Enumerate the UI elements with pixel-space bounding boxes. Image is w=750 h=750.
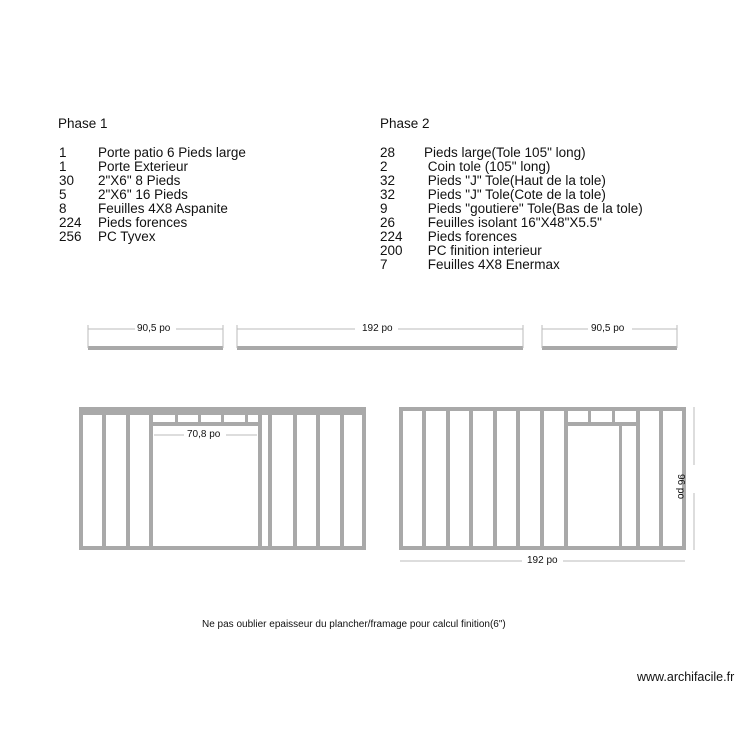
phase1-title: Phase 1 bbox=[58, 116, 108, 131]
item-qty: 28 bbox=[380, 145, 396, 160]
note-text: Ne pas oublier epaisseur du plancher/framage pour calcul finition(6") bbox=[202, 619, 506, 630]
stud bbox=[564, 407, 568, 550]
item-qty: 26 bbox=[380, 215, 396, 230]
item-description: 2"X6" 16 Pieds bbox=[98, 187, 188, 202]
cripple-stud bbox=[612, 411, 615, 423]
stud bbox=[636, 407, 640, 550]
stud bbox=[79, 407, 83, 550]
dim-right-wall: 90,5 po bbox=[591, 323, 625, 334]
stud bbox=[126, 407, 130, 550]
cripple-stud bbox=[588, 411, 591, 423]
stud bbox=[268, 407, 272, 550]
item-qty: 9 bbox=[380, 201, 388, 216]
item-qty: 30 bbox=[59, 173, 75, 188]
item-description: Feuilles 4X8 Enermax bbox=[424, 257, 560, 272]
dim-door-width: 70,8 po bbox=[187, 429, 221, 440]
item-description: PC finition interieur bbox=[424, 243, 542, 258]
wall-phase1-framing bbox=[79, 407, 366, 550]
dimension-lines bbox=[88, 325, 694, 561]
stud bbox=[516, 407, 520, 550]
item-description: Pieds large(Tole 105" long) bbox=[424, 145, 586, 160]
item-description: Pieds forences bbox=[424, 229, 518, 244]
item-qty: 256 bbox=[59, 229, 82, 244]
phase2-title: Phase 2 bbox=[380, 116, 430, 131]
jack-stud bbox=[619, 426, 622, 546]
item-qty: 7 bbox=[380, 257, 388, 272]
stud bbox=[399, 407, 403, 550]
item-description: 2"X6" 8 Pieds bbox=[98, 173, 181, 188]
stud bbox=[293, 407, 297, 550]
watermark: www.archifacile.fr bbox=[637, 670, 735, 684]
stud bbox=[316, 407, 320, 550]
dim-middle-wall: 192 po bbox=[362, 323, 393, 334]
stud bbox=[446, 407, 450, 550]
wall-bar-right bbox=[542, 346, 677, 350]
cripple-stud bbox=[175, 415, 178, 423]
stud bbox=[149, 407, 153, 550]
item-qty: 200 bbox=[380, 243, 403, 258]
item-description: Pieds "goutiere" Tole(Bas de la tole) bbox=[424, 201, 643, 216]
door-header bbox=[564, 422, 640, 426]
item-qty: 224 bbox=[380, 229, 403, 244]
cripple-stud bbox=[245, 415, 248, 423]
item-description: PC Tyvex bbox=[98, 229, 156, 244]
dim-wall-height: 96 po bbox=[675, 474, 686, 500]
item-description: Porte Exterieur bbox=[98, 159, 189, 174]
door-header bbox=[153, 422, 258, 426]
stud bbox=[422, 407, 426, 550]
stud bbox=[469, 407, 473, 550]
item-description: Pieds "J" Tole(Cote de la tole) bbox=[424, 187, 606, 202]
stud bbox=[659, 407, 663, 550]
item-qty: 8 bbox=[59, 201, 67, 216]
item-description: Pieds forences bbox=[98, 215, 188, 230]
item-qty: 2 bbox=[380, 159, 388, 174]
item-description: Coin tole (105" long) bbox=[424, 159, 551, 174]
stud bbox=[340, 407, 344, 550]
cripple-stud bbox=[221, 415, 224, 423]
wall-phase2-framing bbox=[399, 407, 686, 550]
item-qty: 224 bbox=[59, 215, 82, 230]
stud bbox=[102, 407, 106, 550]
stud bbox=[540, 407, 544, 550]
stud bbox=[493, 407, 497, 550]
item-description: Pieds "J" Tole(Haut de la tole) bbox=[424, 173, 606, 188]
bottom-plate bbox=[79, 546, 366, 550]
item-qty: 1 bbox=[59, 159, 67, 174]
item-description: Feuilles 4X8 Aspanite bbox=[98, 201, 228, 216]
item-qty: 32 bbox=[380, 187, 396, 202]
dim-wall-width: 192 po bbox=[527, 555, 558, 566]
wall-bar-middle bbox=[237, 346, 523, 350]
stud bbox=[362, 407, 366, 550]
item-description: Feuilles isolant 16"X48"X5.5" bbox=[424, 215, 602, 230]
cripple-stud bbox=[198, 415, 201, 423]
top-plate bbox=[79, 407, 366, 415]
item-description: Porte patio 6 Pieds large bbox=[98, 145, 246, 160]
stud bbox=[258, 407, 262, 550]
wall-bar-left bbox=[88, 346, 223, 350]
item-qty: 32 bbox=[380, 173, 396, 188]
item-qty: 5 bbox=[59, 187, 67, 202]
dim-left-wall: 90,5 po bbox=[137, 323, 171, 334]
item-qty: 1 bbox=[59, 145, 67, 160]
